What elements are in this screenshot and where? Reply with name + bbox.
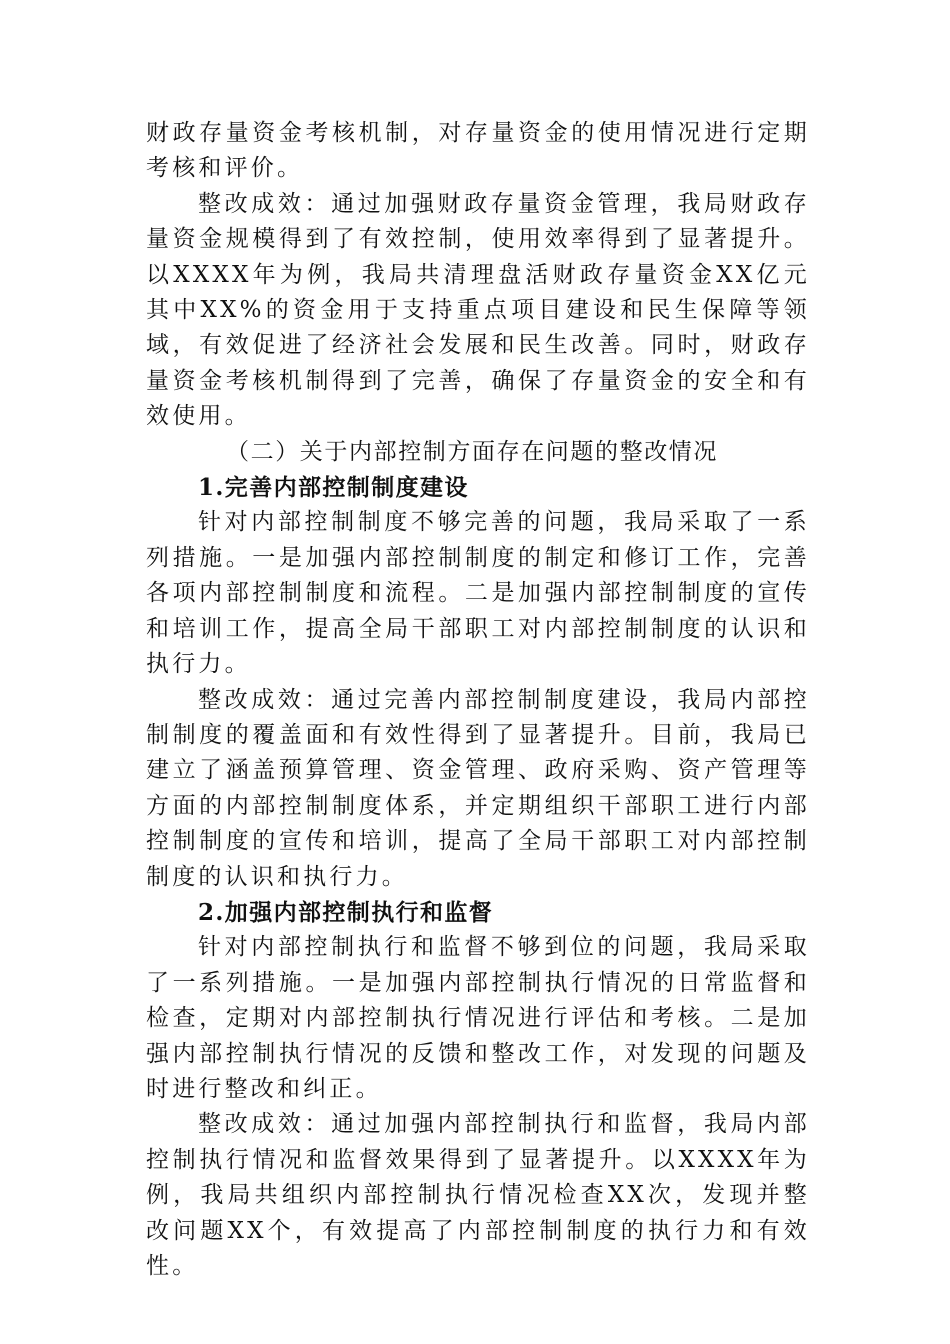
section-heading-internal-control: （二）关于内部控制方面存在问题的整改情况	[226, 438, 718, 465]
body-paragraph-continuation: 财政存量资金考核机制，对存量资金的使用情况进行定期考核和评价。	[146, 120, 810, 182]
sub-heading-execution-supervision: 2.加强内部控制执行和监督	[198, 898, 494, 926]
sub-heading-improve-system: 1.完善内部控制制度建设	[198, 474, 469, 502]
body-paragraph-execution-measures: 针对内部控制执行和监督不够到位的问题，我局采取了一系列措施。一是加强内部控制执行情况的日常监督和检查，定期对内部控制执行情况进行评估和考核。二是加强内部控制执行情况的反馈和整改工作，对发现的问题及时进行整改和纠正。	[146, 934, 810, 1102]
body-paragraph-system-results: 整改成效：通过完善内部控制制度建设，我局内部控制制度的覆盖面和有效性得到了显著提升。目前，我局已建立了涵盖预算管理、资金管理、政府采购、资产管理等方面的内部控制制度体系，并定期组织干部职工进行内部控制制度的宣传和培训，提高了全局干部职工对内部控制制度的认识和执行力。	[146, 686, 810, 890]
body-paragraph-results-fund-management: 整改成效：通过加强财政存量资金管理，我局财政存量资金规模得到了有效控制，使用效率得到了显著提升。以XXXX年为例，我局共清理盘活财政存量资金XX亿元其中XX%的资金用于支持重点项目建设和民生保障等领域，有效促进了经济社会发展和民生改善。同时，财政存量资金考核机制得到了完善，确保了存量资金的安全和有效使用。	[146, 190, 810, 430]
document-body	[146, 116, 810, 1284]
body-paragraph-system-measures: 针对内部控制制度不够完善的问题，我局采取了一系列措施。一是加强内部控制制度的制定和修订工作，完善各项内部控制制度和流程。二是加强内部控制制度的宣传和培训工作，提高全局干部职工对内部控制制度的认识和执行力。	[146, 509, 810, 678]
body-paragraph-execution-results: 整改成效：通过加强内部控制执行和监督，我局内部控制执行情况和监督效果得到了显著提升。以XXXX年为例，我局共组织内部控制执行情况检查XX次，发现并整改问题XX个，有效提高了内部控制制度的执行力和有效性。	[146, 1111, 810, 1279]
